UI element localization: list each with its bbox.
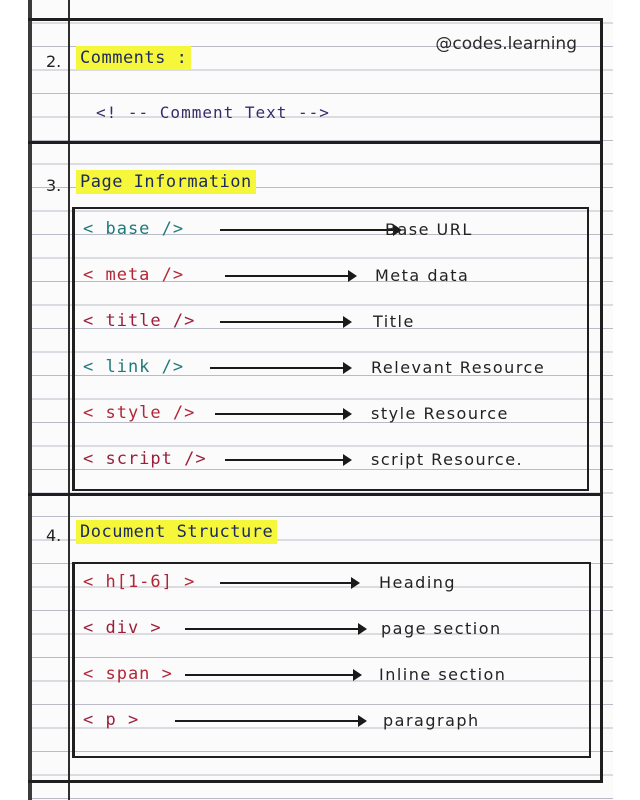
list-item [75, 610, 589, 656]
document-structure-table [72, 562, 591, 758]
tag-paragraph: < p > [83, 710, 140, 730]
description: Inline section [379, 665, 507, 684]
list-item [75, 656, 589, 702]
tag-base: < base /> [83, 219, 185, 239]
description: script Resource. [371, 450, 524, 469]
description: Title [373, 312, 415, 331]
tag-script: < script /> [83, 449, 207, 469]
description: Relevant Resource [371, 358, 546, 377]
arrow-icon [175, 720, 365, 722]
tag-meta: < meta /> [83, 265, 185, 285]
tag-title: < title /> [83, 311, 196, 331]
arrow-icon [225, 459, 350, 461]
section-title-page-information: Page Information [76, 170, 256, 194]
list-item [75, 395, 587, 441]
margin-line [68, 0, 70, 800]
divider [28, 18, 603, 21]
arrow-icon [215, 413, 350, 415]
description: Base URL [385, 220, 473, 239]
list-item [75, 349, 587, 395]
description: page section [381, 619, 502, 638]
arrow-icon [220, 321, 350, 323]
section-number: 4. [46, 526, 62, 545]
list-item [75, 303, 587, 349]
description: style Resource [371, 404, 509, 423]
section-title-document-structure: Document Structure [76, 520, 277, 544]
divider [600, 141, 603, 495]
tag-div: < div > [83, 618, 162, 638]
page-information-table [72, 207, 589, 491]
divider [600, 18, 603, 143]
arrow-icon [225, 275, 355, 277]
arrow-icon [185, 674, 360, 676]
section-number: 3. [46, 176, 62, 195]
notebook-page [28, 0, 613, 800]
divider [28, 780, 603, 783]
tag-link: < link /> [83, 357, 185, 377]
list-item [75, 441, 587, 487]
arrow-icon [220, 582, 358, 584]
arrow-icon [210, 367, 350, 369]
description: paragraph [383, 711, 480, 730]
tag-style: < style /> [83, 403, 196, 423]
divider [28, 141, 603, 144]
divider [28, 493, 603, 496]
description: Meta data [375, 266, 470, 285]
section-number: 2. [46, 52, 62, 71]
list-item [75, 211, 587, 257]
arrow-icon [220, 229, 400, 231]
arrow-icon [185, 628, 365, 630]
description: Heading [379, 573, 457, 592]
list-item [75, 564, 589, 610]
author-handle: @codes.learning [435, 34, 577, 54]
section-title-comments: Comments : [76, 46, 191, 70]
tag-heading: < h[1-6] > [83, 572, 196, 592]
list-item [75, 702, 589, 748]
divider [600, 493, 603, 783]
comment-syntax: <! -- Comment Text --> [96, 103, 330, 122]
tag-span: < span > [83, 664, 173, 684]
list-item [75, 257, 587, 303]
